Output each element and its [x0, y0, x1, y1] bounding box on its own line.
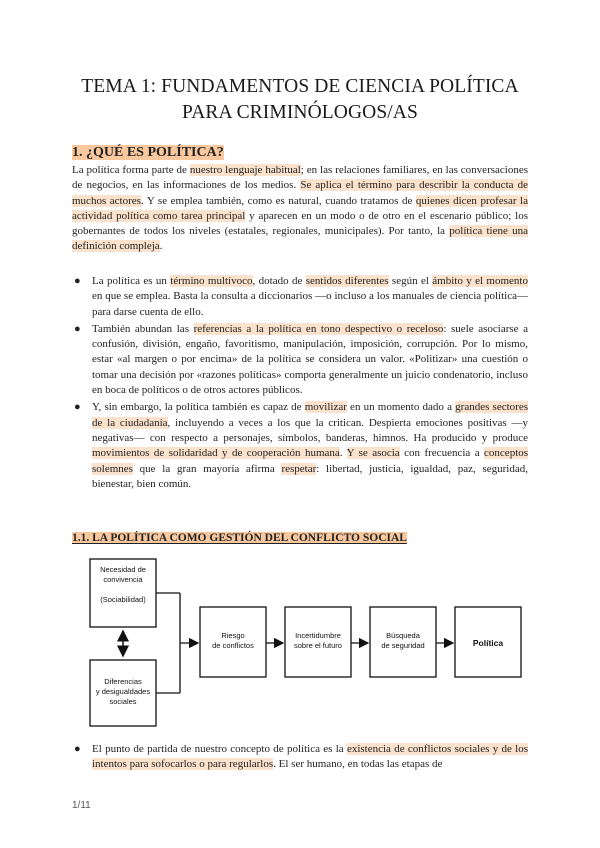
bullet-icon: ●	[74, 275, 81, 287]
bullet-icon: ●	[74, 322, 81, 335]
text-run: ; en las relaciones familiares, en las conversaciones de negocios, en las informaciones de los medios.	[72, 164, 528, 192]
text-run: con frecuencia a	[399, 447, 485, 460]
text-run: en un momento dado a	[346, 401, 456, 414]
text-run: que la gran mayoría afirma	[132, 462, 282, 475]
highlight: conceptos solemnes	[92, 447, 529, 475]
document-title	[40, 74, 560, 126]
box-risk-line1: Riesgo	[221, 631, 245, 640]
page-number: 1/11	[72, 800, 91, 811]
highlight: Y se asocia	[346, 447, 400, 460]
text-run: .	[339, 447, 347, 460]
highlight: Se aplica el término para describir la conducta de muchos actores	[72, 179, 528, 207]
title-line-1: TEMA 1: FUNDAMENTOS DE CIENCIA POLÍTICA	[81, 76, 519, 97]
bullet-list-2	[72, 742, 528, 775]
subsection-heading	[72, 530, 407, 546]
subsection-heading-text: 1.1. LA POLÍTICA COMO GESTIÓN DEL CONFLICTO SOCIAL	[72, 532, 407, 544]
section-heading	[72, 144, 224, 162]
box-security-line1: Búsqueda	[386, 631, 420, 640]
text-run: : libertad, justicia, igualdad, paz, seguridad, bienestar, bien común.	[92, 462, 528, 490]
text-run: en que se emplea. Basta la consulta a diccionarios —o incluso a los manuales de ciencia política— para darse cuenta de ello.	[92, 290, 528, 318]
highlight: nuestro lenguaje habitual	[189, 164, 301, 176]
text-run: . El ser humano, en todas las etapas de	[273, 758, 443, 771]
highlight: movimientos de solidaridad y de cooperación humana	[92, 447, 340, 460]
section-heading-text: 1. ¿QUÉ ES POLÍTICA?	[72, 145, 224, 160]
highlight: existencia de conflictos sociales y de los intentos para sofocarlos o para regularlos	[92, 743, 529, 771]
highlight: referencias a la política en tono despectivo o receloso	[193, 322, 444, 335]
box-sociability-line1: Necesidad de	[100, 565, 146, 574]
text-run: La política forma parte de	[72, 164, 190, 176]
box-uncertainty-line2: sobre el futuro	[294, 641, 342, 650]
list-item	[72, 400, 528, 492]
box-politics-label: Política	[472, 638, 504, 648]
text-run: .	[159, 240, 163, 253]
text-run: , dotado de	[252, 275, 306, 287]
text-run: Y, sin embargo, la política también es capaz de	[92, 401, 305, 414]
text-run: según el	[388, 275, 433, 287]
box-inequality-line1: Diferencias	[104, 677, 142, 686]
box-risk-line2: de conflictos	[212, 641, 254, 650]
highlight: quienes dicen profesar la actividad política como tarea principal	[72, 194, 528, 222]
text-run: El punto de partida de nuestro concepto de política es la	[92, 743, 347, 755]
bullet-icon: ●	[74, 401, 81, 414]
highlight: movilizar	[304, 401, 347, 414]
text-run: y aparecen en un modo o de otro en el escenario público; los gobernantes de todos los niveles (estatales, regionales, municipales). Por tanto, la	[72, 209, 528, 238]
conflict-diagram	[88, 555, 538, 735]
text-run: También abundan las	[92, 322, 194, 335]
bullet-list	[72, 274, 528, 494]
box-inequality-line3: sociales	[109, 697, 137, 706]
box-sociability-line2: convivencia	[103, 575, 143, 584]
highlight: grandes sectores de la ciudadanía	[92, 401, 528, 429]
highlight: ámbito y el momento	[432, 275, 528, 287]
list-item	[72, 322, 528, 398]
list-item	[72, 742, 528, 773]
bullet-icon: ●	[74, 743, 81, 755]
text-run: : suele asociarse a confusión, división, engaño, favoritismo, manipulación, imposición, corrupción. Por lo mismo, estar «al margen o por encima» de la política se considera un valor. «Politizar» una cuestión o tomar una decisión por «razones políticas» comporta generalmente un juicio condenatorio, incluso en boca de políticos o de otros actores públicos.	[92, 322, 528, 397]
highlight: término multívoco	[170, 275, 253, 287]
text-run: . Y se emplea también, como es natural, cuando tratamos de	[140, 194, 416, 207]
box-uncertainty-line1: Incertidumbre	[295, 631, 341, 640]
highlight: política tiene una definición compleja	[72, 225, 529, 253]
text-run: La política es un	[92, 275, 171, 287]
highlight: sentidos diferentes	[305, 275, 389, 287]
text-run: , incluyendo a veces a los que la critican. Despierta emociones positivas —y negativas— con respecto a personajes, símbolos, banderas, himnos. Ha producido y produce	[92, 416, 528, 444]
title-line-2: PARA CRIMINÓLOGOS/AS	[182, 102, 418, 123]
intro-paragraph	[72, 163, 528, 255]
box-sociability-line3: (Sociabilidad)	[100, 595, 146, 604]
list-item	[72, 274, 528, 320]
highlight: respetar	[281, 462, 317, 475]
box-inequality-line2: y desigualdades	[95, 687, 151, 696]
box-security-line2: de seguridad	[381, 641, 425, 650]
